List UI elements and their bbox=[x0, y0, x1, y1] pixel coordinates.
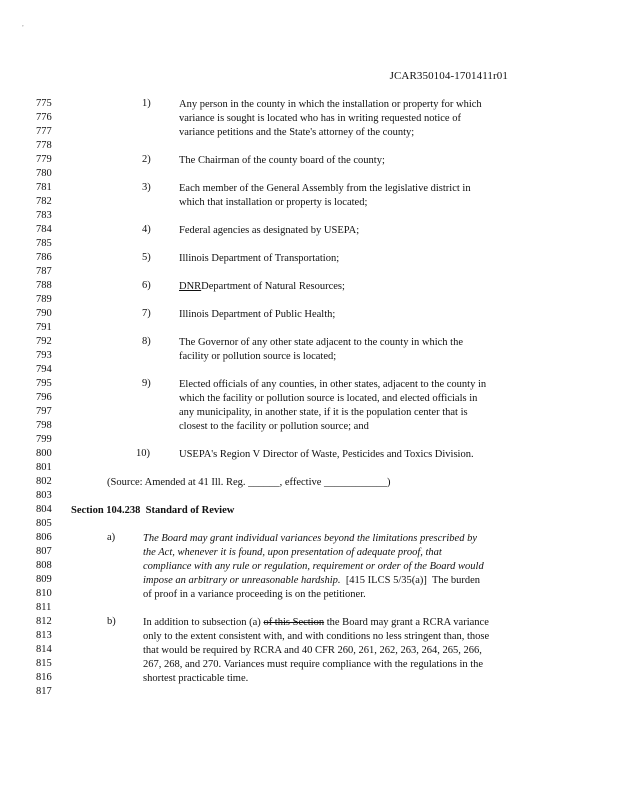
item-text: Any person in the county in which the installation or property for which bbox=[179, 99, 482, 110]
paragraph-text: the Act, whenever it is found, upon presentation of adequate proof, that bbox=[143, 547, 442, 558]
paragraph-label: b) bbox=[107, 616, 116, 627]
paragraph-text: shortest practicable time. bbox=[143, 673, 249, 684]
paragraph-text bbox=[143, 616, 489, 630]
item-text: Each member of the General Assembly from the legislative district in bbox=[179, 183, 471, 194]
line-number: 812 bbox=[36, 616, 52, 627]
item-number: 1) bbox=[142, 98, 151, 109]
line-number: 811 bbox=[36, 602, 52, 613]
line-number: 778 bbox=[36, 140, 52, 151]
line-number: 801 bbox=[36, 462, 52, 473]
item-text: Illinois Department of Public Health; bbox=[179, 309, 336, 320]
line-number: 815 bbox=[36, 658, 52, 669]
document-id: JCAR350104-1701411r01 bbox=[389, 70, 508, 82]
line-number: 792 bbox=[36, 336, 52, 347]
line-number: 780 bbox=[36, 168, 52, 179]
item-text: variance is sought is located who has in writing requested notice of bbox=[179, 113, 461, 124]
line-number: 804 bbox=[36, 504, 52, 515]
item-number: 9) bbox=[142, 378, 151, 389]
item-text: Illinois Department of Transportation; bbox=[179, 253, 340, 264]
line-number: 795 bbox=[36, 378, 52, 389]
corner-marks: , bbox=[22, 20, 24, 28]
item-number: 2) bbox=[142, 154, 151, 165]
inserted-text: DNR bbox=[179, 281, 202, 292]
line-number: 793 bbox=[36, 350, 52, 361]
line-number: 816 bbox=[36, 672, 52, 683]
line-number: 813 bbox=[36, 630, 52, 641]
item-text: which that installation or property is located; bbox=[179, 197, 368, 208]
line-number: 809 bbox=[36, 574, 52, 585]
item-number: 8) bbox=[142, 336, 151, 347]
line-number: 805 bbox=[36, 518, 52, 529]
line-number: 782 bbox=[36, 196, 52, 207]
line-number: 797 bbox=[36, 406, 52, 417]
line-number: 790 bbox=[36, 308, 52, 319]
paragraph-text: compliance with any rule or regulation, requirement or order of the Board would bbox=[143, 561, 484, 572]
item-text: The Chairman of the county board of the county; bbox=[179, 155, 385, 166]
struck-text: of this Section bbox=[263, 617, 325, 628]
item-text: any municipality, in another state, if it is the population center that is bbox=[179, 407, 468, 418]
section-number: Section 104.238 bbox=[71, 505, 141, 516]
line-number: 807 bbox=[36, 546, 52, 557]
item-text: facility or pollution source is located; bbox=[179, 351, 337, 362]
line-number: 786 bbox=[36, 252, 52, 263]
line-number: 791 bbox=[36, 322, 52, 333]
line-number: 784 bbox=[36, 224, 52, 235]
line-number: 787 bbox=[36, 266, 52, 277]
line-number: 779 bbox=[36, 154, 52, 165]
line-number: 789 bbox=[36, 294, 52, 305]
line-number: 785 bbox=[36, 238, 52, 249]
line-number: 806 bbox=[36, 532, 52, 543]
paragraph-text: 267, 268, and 270. Variances must require compliance with the regulations in the bbox=[143, 659, 484, 670]
line-number: 810 bbox=[36, 588, 52, 599]
section-title: Standard of Review bbox=[145, 505, 235, 516]
line-number: 798 bbox=[36, 420, 52, 431]
paragraph-text: that would be required by RCRA and 40 CFR 260, 261, 262, 263, 264, 265, 266, bbox=[143, 645, 482, 656]
paragraph-text-end: the Board may grant a RCRA variance bbox=[324, 617, 489, 628]
item-number: 5) bbox=[142, 252, 151, 263]
item-text: Elected officials of any counties, in other states, adjacent to the county in bbox=[179, 379, 487, 390]
line-number: 794 bbox=[36, 364, 52, 375]
line-number: 808 bbox=[36, 560, 52, 571]
line-number: 799 bbox=[36, 434, 52, 445]
item-number: 3) bbox=[142, 182, 151, 193]
item-text: Federal agencies as designated by USEPA; bbox=[179, 225, 360, 236]
line-number: 802 bbox=[36, 476, 52, 487]
item-text-rest: Department of Natural Resources; bbox=[201, 281, 345, 292]
paragraph-text bbox=[143, 574, 480, 588]
source-note: (Source: Amended at 41 Ill. Reg. ______, effective ____________) bbox=[107, 477, 391, 488]
item-text: variance petitions and the State's attorney of the county; bbox=[179, 127, 415, 138]
line-number: 783 bbox=[36, 210, 52, 221]
line-number: 775 bbox=[36, 98, 52, 109]
item-number: 10) bbox=[136, 448, 150, 459]
line-number: 776 bbox=[36, 112, 52, 123]
paragraph-text-rest: [415 ILCS 5/35(a)] The burden bbox=[340, 575, 481, 586]
paragraph-text-italic: impose an arbitrary or unreasonable hardship. bbox=[143, 575, 341, 586]
item-text: USEPA's Region V Director of Waste, Pesticides and Toxics Division. bbox=[179, 449, 474, 460]
paragraph-text: only to the extent consistent with, and with conditions no less stringent than, those bbox=[143, 631, 490, 642]
line-number: 788 bbox=[36, 280, 52, 291]
item-number: 6) bbox=[142, 280, 151, 291]
section-heading bbox=[71, 504, 234, 518]
paragraph-text: The Board may grant individual variances beyond the limitations prescribed by bbox=[143, 533, 478, 544]
item-text: which the facility or pollution source is located, and elected officials in bbox=[179, 393, 478, 404]
line-number: 803 bbox=[36, 490, 52, 501]
paragraph-text-start: In addition to subsection (a) bbox=[143, 617, 264, 628]
line-number: 817 bbox=[36, 686, 52, 697]
item-number: 7) bbox=[142, 308, 151, 319]
paragraph-text: of proof in a variance proceeding is on the petitioner. bbox=[143, 589, 366, 600]
line-number: 781 bbox=[36, 182, 52, 193]
item-text: closest to the facility or pollution source; and bbox=[179, 421, 369, 432]
item-number: 4) bbox=[142, 224, 151, 235]
line-number: 814 bbox=[36, 644, 52, 655]
item-text: The Governor of any other state adjacent to the county in which the bbox=[179, 337, 463, 348]
paragraph-label: a) bbox=[107, 532, 116, 543]
line-number: 777 bbox=[36, 126, 52, 137]
item-text bbox=[179, 280, 345, 294]
line-number: 800 bbox=[36, 448, 52, 459]
line-number: 796 bbox=[36, 392, 52, 403]
